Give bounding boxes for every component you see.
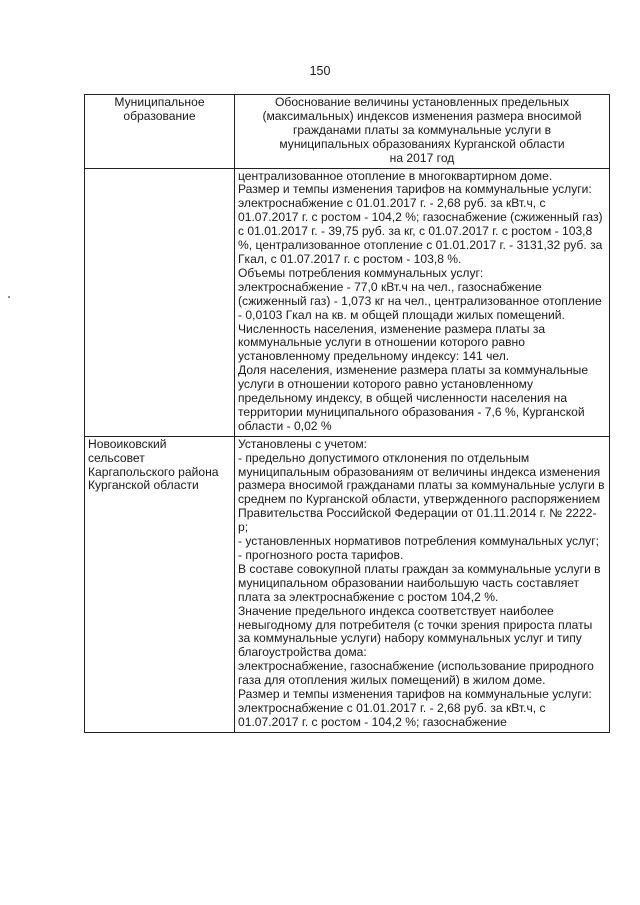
table-header-row <box>85 95 610 169</box>
paragraph: электроснабжение - 77,0 кВт.ч на чел., газоснабжение (сжиженный газ) - 1,073 кг на чел., централизованное отопление - 0,0103 Гкал на кв. м общей площади жилых помещений. <box>238 279 602 322</box>
paragraph: электроснабжение с 01.01.2017 г. - 2,68 руб. за кВт.ч, с 01.07.2017 г. с ростом - 104,2 %; газоснабжение (сжиженный газ) с 01.01.2017 г. - 39,75 руб. за кг, с 01.07.2017 г. с ростом - 103,8 %, централизованное отопление с 01.01.2017 г. - 3131,32 руб. за Гкал, с 01.07.2017 г. с ростом - 103,8 %. <box>238 196 603 266</box>
municipality-line: Новоиковский <box>88 436 167 451</box>
municipality-cell <box>85 168 235 436</box>
municipality-cell <box>85 436 235 732</box>
header-line: муниципальных образованиях Курганской области <box>279 136 565 151</box>
header-justification <box>235 95 610 169</box>
municipality-line: Курганской области <box>88 478 199 493</box>
municipality-line: сельсовет <box>88 450 145 465</box>
paragraph: Доля населения, изменение размера платы за коммунальные услуги в отношении которого равно установленному предельному индексу, в общей численности населения на территории муниципального образования - 7,6 %, Курганской области - 0,02 % <box>238 363 589 433</box>
paragraph: - установленных нормативов потребления коммунальных услуг; <box>238 534 599 549</box>
justification-cell <box>235 436 610 732</box>
paragraph: Установлены с учетом: <box>238 436 367 451</box>
header-line: на 2017 год <box>389 150 455 165</box>
justification-table <box>84 94 610 733</box>
table-row <box>85 168 610 436</box>
page-number: 150 <box>309 64 331 78</box>
paragraph: Значение предельного индекса соответствует наиболее невыгодному для потребителя (с точки зрения прироста платы за коммунальные услуги) набору коммунальных услуг и типу благоустройства дома: <box>238 603 593 660</box>
paragraph: В составе совокупной платы граждан за коммунальные услуги в муниципальном образовании наибольшую часть составляет плата за электроснабжение с ростом 104,2 %. <box>238 561 601 604</box>
header-line: Обоснование величины установленных предельных <box>274 95 570 109</box>
municipality-line: Каргапольского района <box>88 464 219 479</box>
paragraph: централизованное отопление в многоквартирном доме. <box>238 168 553 183</box>
paragraph: электроснабжение с 01.01.2017 г. - 2,68 руб. за кВт.ч, с 01.07.2017 г. с ростом - 104,2 %; газоснабжение <box>238 700 546 729</box>
header-line: гражданами платы за коммунальные услуги в <box>292 122 552 137</box>
paragraph: Размер и темпы изменения тарифов на коммунальные услуги: <box>238 687 592 702</box>
justification-cell <box>235 168 610 436</box>
header-municipality: Муниципальное образование <box>85 95 235 169</box>
paragraph: электроснабжение, газоснабжение (использование природного газа для отопления жилых помещений) в жилом доме. <box>238 659 594 688</box>
table-row <box>85 436 610 732</box>
header-line: (максимальных) индексов изменения размера вносимой <box>262 108 582 123</box>
scan-speck <box>8 296 10 298</box>
paragraph: - предельно допустимого отклонения по отдельным муниципальным образованиям от величины индекса изменения размера вносимой гражданами платы за коммунальные услуги в среднем по Курганской области, утвержденного распоряжением Правительства Российской Федерации от 01.11.2014 г. № 2222-р; <box>238 450 605 535</box>
paragraph: - прогнозного роста тарифов. <box>238 548 404 562</box>
paragraph: Объемы потребления коммунальных услуг: <box>238 265 484 280</box>
paragraph: Размер и темпы изменения тарифов на коммунальные услуги: <box>238 182 592 197</box>
paragraph: Численность населения, изменение размера платы за коммунальные услуги в отношении которого равно установленному предельному индексу: 141 чел. <box>238 321 546 364</box>
